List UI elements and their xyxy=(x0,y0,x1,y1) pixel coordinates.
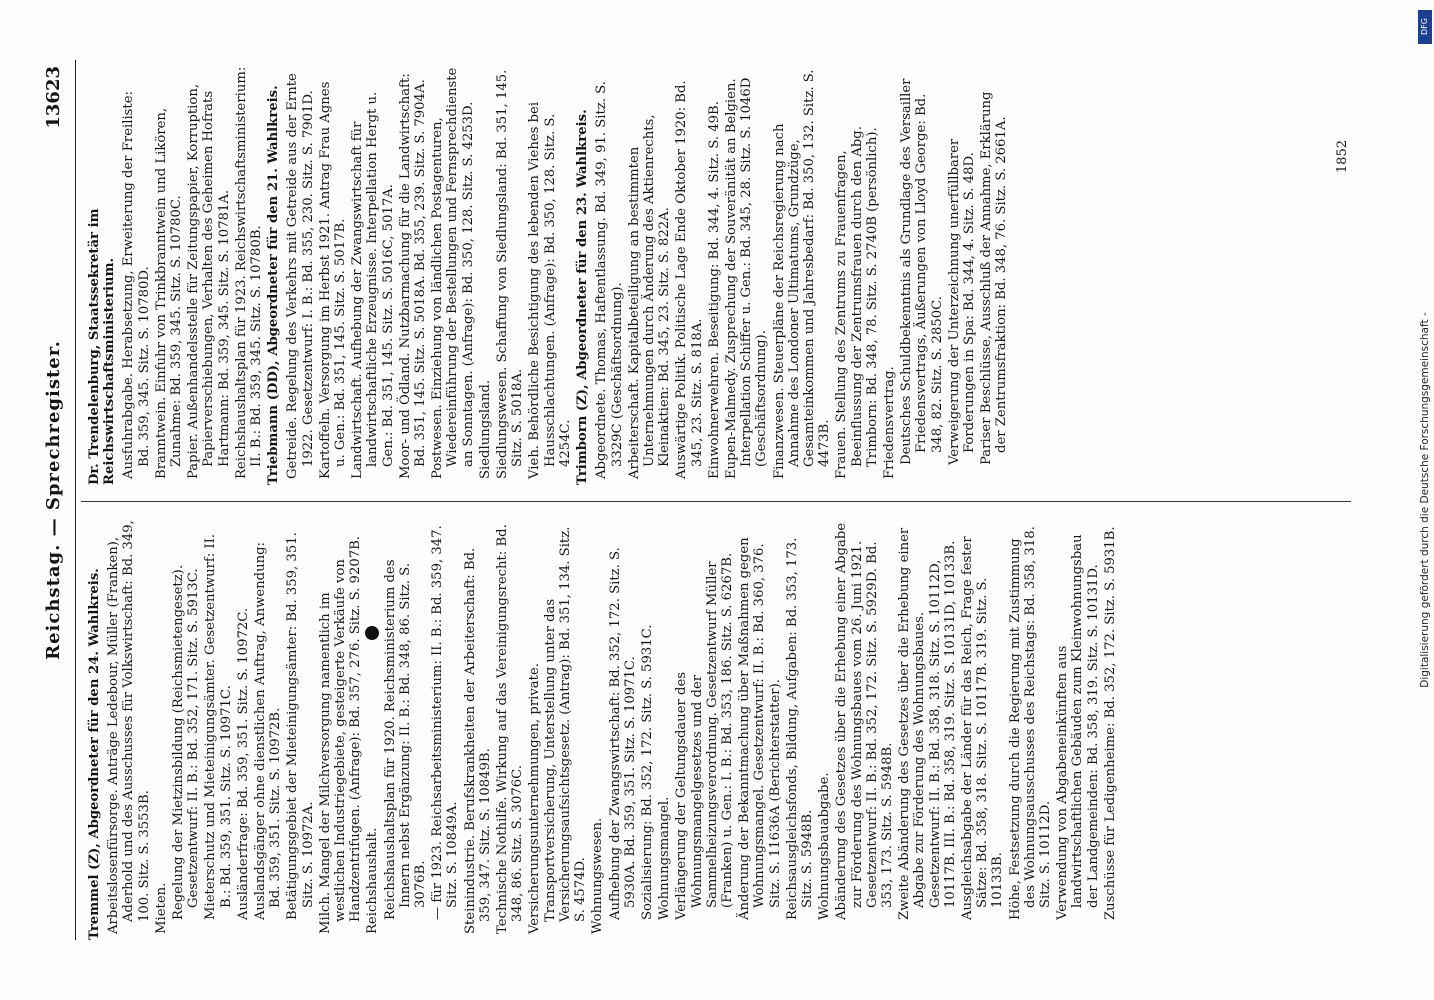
register-line: Verlängerung der Geltungsdauer des Wohnungsmangelgesetzes und der Sammelheizungsverordnung. Gesetzentwurf Müller (Franken) u. Gen.: I. B.: Bd. 353, 186. Sitz. S. 6267B. xyxy=(674,552,735,920)
register-line: Arbeiterschaft. Kapitalbeteiligung an bestimmten Unternehmungen durch Änderung des Aktienrechts, Kleinaktien: Bd. 345, 23. Sitz. S. 822A. xyxy=(626,114,673,479)
register-line: Auswärtige Politik. Politische Lage Ende Oktober 1920: Bd. 345, 23. Sitz. S. 818A. xyxy=(674,80,705,479)
register-line: — für 1923. Reichsarbeitsministerium: II. B.: Bd. 359, 347. Sitz. S. 10849A. xyxy=(430,525,461,920)
register-line: Verweigerung der Unterzeichnung unerfüllbarer Forderungen in Spa: Bd. 344, 4. Sitz. S. 48D. xyxy=(946,138,977,465)
register-line: Postwesen. Einziehung von ländlichen Postagenturen, Wiedereinführung der Bestellungen und Fernsprechdienste an Sonntagen. (Anfrage): Bd. 350, 128. Sitz. S. 4253D. xyxy=(430,67,476,479)
register-line: Siedlungsland. xyxy=(477,379,493,479)
register-line: Betätigungsgebiet der Mieteinigungsämter: Bd. 359, 351. Sitz. S. 10972A. xyxy=(285,532,316,920)
entry-heading: Triebmann (DD), Abgeordneter für den 21. Wahlkreis. xyxy=(266,85,282,485)
register-line: Reichshaushaltsplan für 1920. Reichsministerium des Innern nebst Ergänzung: II. B.: Bd. 348, 86. Sitz. S. 3076B. xyxy=(382,559,429,920)
entry-heading: Tremmel (Z), Abgeordneter für den 24. Wahlkreis. xyxy=(87,568,102,940)
register-line: Arbeitslosenfürsorge. Anträge Ledebour, Müller (Franken), Aderhold und des Ausschusses für Volkswirtschaft: Bd. 349, 100. Sitz. S. 3553B. xyxy=(106,520,152,934)
register-line: Friedensvertrag. xyxy=(881,366,897,479)
register-line: Wohnungsmangel. xyxy=(657,796,673,920)
register-line: Frauen. Stellung des Zentrums zu Frauenfragen, Beeinflussung der Zentrumsfrauen durch den Abg. Trimborn: Bd. 348, 78. Sitz. S. 2740B (persönlich). xyxy=(834,126,880,479)
register-line: Wohnungswesen. xyxy=(590,817,606,934)
register-line: Änderung der Bekanntmachung über Maßnahmen gegen Wohnungsmangel. Gesetzentwurf: II. B.: Bd. 360, 376. Sitz. S. 11636A (Berichterstatter). xyxy=(737,537,783,920)
register-line: Einwohnerwehren. Beseitigung: Bd. 344, 4. Sitz. S. 49B. xyxy=(706,101,722,479)
register-line: Siedlungswesen. Schaffung von Siedlungsland: Bd. 351, 145. Sitz. S. 5018A. xyxy=(495,69,526,479)
register-line: Milch. Mangel der Milchversorgung namentlich im westlichen Industriegebiete, gesteigerte Verkäufe von Handzentrifugen. (Anfrage): Bd. 357, 276. Sitz. S. 9207B. xyxy=(317,536,364,934)
register-line: Getreide. Regelung des Verkehrs mit Getreide aus der Ernte 1922. Gesetzentwurf: I. B.: Bd. 355, 230. Sitz. S. 7901D. xyxy=(285,73,316,479)
register-line: Abgeordnete. Thomas, Haftentlassung. Bd. 349, 91. Sitz. S. 3329C (Geschäftsordnung). xyxy=(594,81,625,479)
register-line: Mieterschutz und Mieteinigungsämter. Gesetzentwurf: II. B.: Bd. 359, 351. Sitz. S. 10971C. xyxy=(203,533,234,920)
dfg-logo: DFG xyxy=(1418,10,1432,44)
rotated-page-content xyxy=(35,60,1365,940)
register-line: Finanzwesen. Steuerpläne der Reichsregierung nach Annahme des Londoner Ultimatums, Grundzüge, Gesamteinkommen und Jahresbedarf: Bd. 350, 132. Sitz. S. 4473B. xyxy=(771,69,833,479)
register-line: Vieh. Behördliche Besichtigung des lebenden Viehes bei Hausschlachtungen. (Anfrage): Bd. 350, 128. Sitz. S. 4254C. xyxy=(527,101,573,479)
register-line: Reichsausgleichsfonds, Bildung, Aufgaben: Bd. 353, 173. Sitz. S. 5948B. xyxy=(784,537,815,920)
register-line: Sozialisierung: Bd. 352, 172. Sitz. S. 5931C. xyxy=(639,624,655,920)
digitization-credit: Digitalisierung gefördert durch die Deutsche Forschungsgemeinschaft - xyxy=(1419,312,1431,688)
entry-heading: Dr. Trendelenburg, Staatssekretär im Reichswirtschaftsministerium. xyxy=(87,208,118,485)
register-line: Zweite Abänderung des Gesetzes über die Erhebung einer Abgabe zur Förderung des Wohnungsbaues. Gesetzentwurf: II. B.: Bd. 358, 318. Sitz. S. 10112D, 10117B. III. B.: Bd. 358, 319. Sitz. S. 10131D, 10133B. xyxy=(897,527,958,920)
register-line: Versicherungsunternehmungen, private. Transportversicherung, Unterstellung unter das Versicherungsaufsichtsgesetz. (Antrag): Bd. 351, 134. Sitz. S. 4574D. xyxy=(527,526,589,934)
register-line: Ausgleichsabgabe der Länder für das Reich, Frage fester Sätze: Bd. 358, 318. Sitz. S. 10117B. 319. Sitz. S. 10133B. xyxy=(959,536,1006,920)
register-line: Reichshaushalt. xyxy=(365,827,381,934)
right-column xyxy=(87,65,1012,485)
register-line: Deutsches Schuldbekenntnis als Grundlage des Versailler Friedensvertrags, Äußerungen von Lloyd George: Bd. 348, 82. Sitz. S. 2850C. xyxy=(899,78,945,465)
register-line: Papier. Außenhandelsstelle für Zeitungspapier, Korruption, Papierverschiebungen, Verhalten des Geheimen Hofrats Hartmann: Bd. 359, 345. Sitz. S. 10781A. xyxy=(186,83,232,479)
register-line: Höhe, Festsetzung durch die Regierung mit Zustimmung des Wohnungsausschusses des Reichstags: Bd. 358, 318. Sitz. S. 10112D. xyxy=(1007,526,1053,920)
register-line: Auslandsgänger ohne dienstlichen Auftrag, Anwendung: Bd. 359, 351. Sitz. S. 10972B. xyxy=(253,542,284,920)
page-header xyxy=(35,60,76,940)
entry-heading: Trimborn (Z), Abgeordneter für den 23. Wahlkreis. xyxy=(575,109,591,485)
digitization-note xyxy=(1418,10,1432,990)
register-line: Zuschüsse für Ledigenheime: Bd. 352, 172. Sitz. S. 5931B. xyxy=(1102,526,1118,920)
register-line: Moor- und Ödland. Nutzbarmachung für die Landwirtschaft: Bd. 351, 145. Sitz. S. 5018A. Bd. 355, 239. Sitz. S. 7904A. xyxy=(397,73,429,479)
register-line: Pariser Beschlüsse, Ausschluß der Annahme, Erklärung der Zentrumsfraktion: Bd. 348, 76. Sitz. S. 2661A. xyxy=(979,91,1010,465)
footer-number: 1852 xyxy=(1335,140,1350,174)
register-line: Abänderung des Gesetzes über die Erhebung einer Abgabe zur Förderung des Wohnungsbaues vom 26. Juni 1921. Gesetzentwurf: II. B.: Bd. 352, 172. Sitz. S. 5929D. Bd. 353, 173. Sitz. S. 5948B. xyxy=(834,522,895,920)
register-line: Wohnungsbauabgabe. xyxy=(817,772,833,920)
register-line: Landwirtschaft. Aufhebung der Zwangswirtschaft für landwirtschaftliche Erzeugnisse. Interpellation Hergt u. Gen.: Bd. 351, 145. Sitz. S. 5016C, 5017A. xyxy=(350,91,396,479)
page-title: Reichstag. — Sprechregister. xyxy=(43,340,64,660)
register-line: Verwendung von Abgabeneinkünften aus landwirtschaftlichen Gebäuden zum Kleinwohnungsbau der Landgemeinden: Bd. 358, 319. Sitz. S. 10131D. xyxy=(1055,534,1101,920)
ink-blot xyxy=(365,626,379,640)
register-line: Regelung der Mietzinsbildung (Reichsmietengesetz). Gesetzentwurf: II. B.: Bd. 352, 171. Sitz. S. 5913C. xyxy=(171,564,202,920)
register-line: Eupen-Malmedy. Zusprechung der Souveränität an Belgien. Interpellation Schiffer u. Gen.: Bd. 345, 28. Sitz. S. 1046D (Geschäftsordnung). xyxy=(723,77,770,479)
register-line: Reichshaushaltsplan für 1923. Reichswirtschaftsministerium: II. B.: Bd. 359, 345. Sitz. S. 10780B. xyxy=(233,66,265,479)
register-line: Ausländerfrage: Bd. 359, 351. Sitz. S. 10972C. xyxy=(235,607,251,920)
register-line: Aufhebung der Zwangswirtschaft: Bd. 352, 172. Sitz. S. 5930A. Bd. 359, 351. Sitz. S. 10971C. xyxy=(607,547,638,920)
register-line: Ausfuhrabgabe. Herabsetzung, Erweiterung der Freiliste: Bd. 359, 345. Sitz. S. 10780D. xyxy=(121,91,152,479)
left-column xyxy=(87,520,1120,940)
page-number: 13623 xyxy=(43,66,64,129)
register-line: Kartoffeln. Versorgung im Herbst 1921. Antrag Frau Agnes u. Gen.: Bd. 351, 145. Sitz. S. 5017B. xyxy=(317,81,349,479)
register-line: Steinindustrie. Berufskrankheiten der Arbeiterschaft: Bd. 359, 347. Sitz. S. 10849B. xyxy=(462,547,493,934)
register-line: Branntwein. Einfuhr von Trinkbranntwein und Likören, Zunahme: Bd. 359, 345. Sitz. S. 10780C. xyxy=(153,107,185,479)
register-line: Mieten. xyxy=(153,882,169,934)
column-divider xyxy=(81,501,1351,502)
register-line: Technische Nothilfe. Wirkung auf das Vereinigungsrecht: Bd. 348, 86. Sitz. S. 3076C. xyxy=(495,524,526,934)
